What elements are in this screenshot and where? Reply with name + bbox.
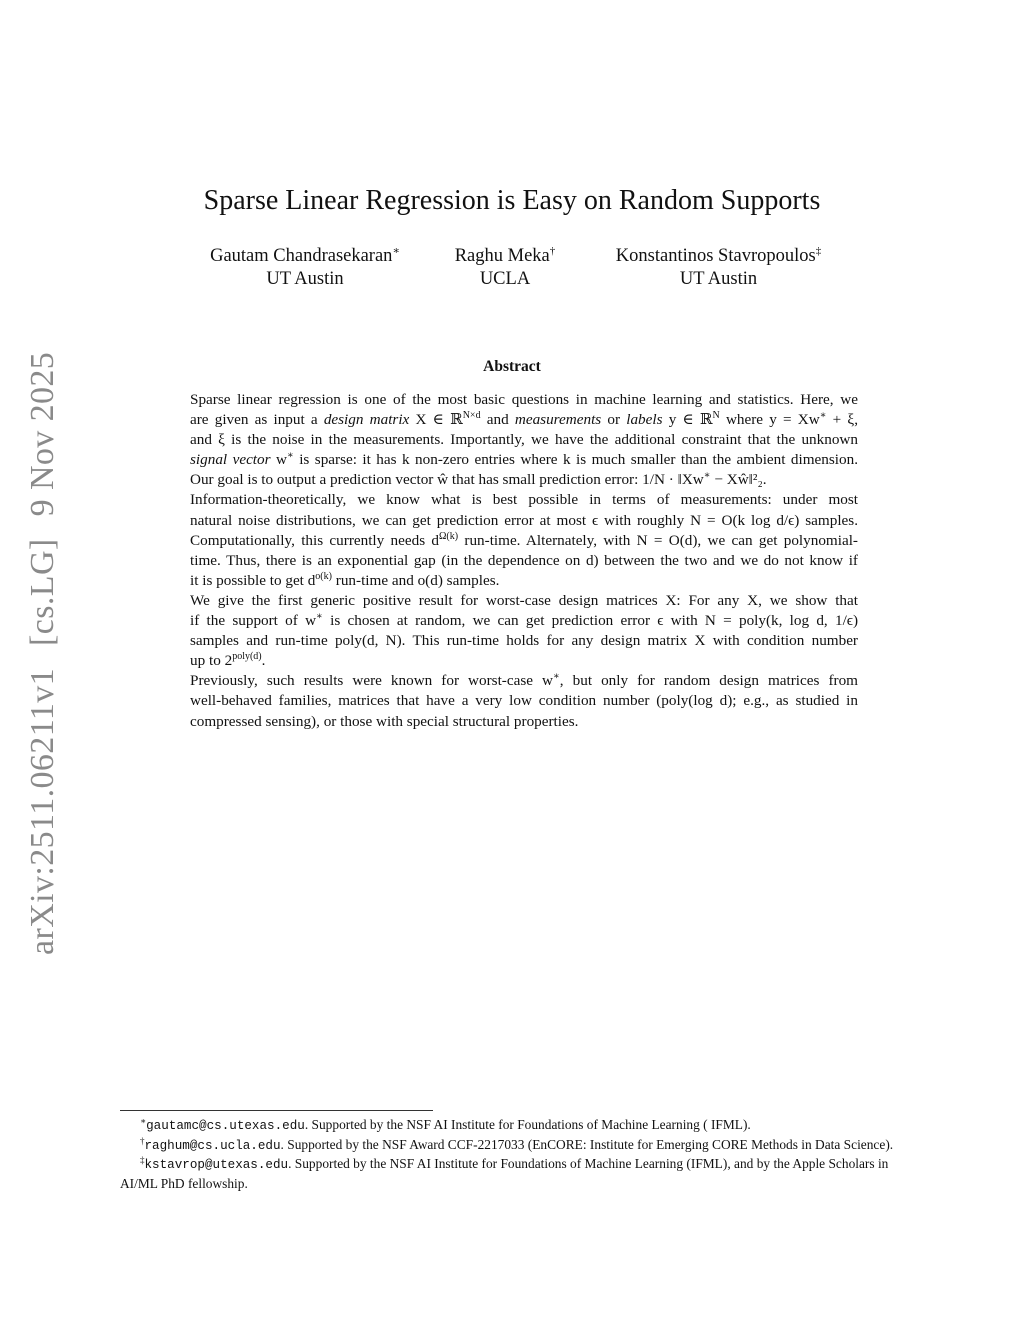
footnote — [120, 1155, 904, 1193]
abstract-line: and ξ is the noise in the measurements. Importantly, we have the additional constraint that the unknown — [190, 431, 858, 449]
abstract-line: if the support of w∗ is chosen at random, we can get prediction error ϵ with N = poly(k, log d, 1/ϵ) — [190, 611, 859, 630]
footnote-mark: † — [140, 1135, 145, 1146]
abstract-heading: Abstract — [483, 358, 541, 375]
abstract-line: up to $2^{poly(d)}$. — [190, 651, 266, 670]
footnote-text: . Supported by the NSF AI Institute for Foundations of Machine Learning ( IFML). — [304, 1117, 751, 1132]
abstract-line: well-behaved families, matrices that have a very low condition number (poly(log d); e.g., as studied in — [190, 692, 858, 710]
arxiv-id: arXiv:2511.06211v1 — [24, 667, 61, 955]
author-footnote-mark: ∗ — [392, 245, 400, 257]
author-footnote-mark: † — [549, 245, 556, 257]
arxiv-date: 9 Nov 2025 — [24, 351, 61, 517]
abstract-paragraph — [166, 591, 858, 671]
author-name: Konstantinos Stavropoulos — [615, 246, 816, 266]
paper-title: Sparse Linear Regression is Easy on Random Supports — [203, 185, 821, 216]
arxiv-category: [cs.LG] — [24, 538, 61, 646]
abstract-body — [166, 390, 858, 732]
author-block — [596, 245, 841, 291]
footnote-text: . Supported by the NSF AI Institute for Foundations of Machine Learning (IFML), and by the Apple Scholars in AI/ML PhD fellowship. — [120, 1156, 889, 1191]
abstract-line: are given as input a design matrix X ∈ ℝ$^{N\times d}$ and measurements or labels y ∈ ℝ$^N$ where y = Xw∗ + ξ, — [190, 410, 858, 429]
abstract-line: it is possible to get $d^{o(k)}$ run-time and o(d) samples. — [190, 570, 500, 589]
footnote-divider — [120, 1110, 433, 1111]
author-footnote-mark: ‡ — [815, 245, 822, 257]
abstract-line: time. Thus, there is an exponential gap (in the dependence on d) between the two and we do not know if — [190, 551, 858, 569]
footnote — [120, 1116, 904, 1136]
abstract-line: Our goal is to output a prediction vector ŵ that has small prediction error: 1/N · ‖Xw∗ − Xŵ‖²₂. — [190, 470, 767, 489]
footnote-email[interactable]: kstavrop@utexas.edu — [144, 1158, 289, 1173]
abstract-line: We give the first generic positive result for worst-case design matrices X: For any X, we show that — [190, 591, 858, 609]
author-block — [440, 245, 570, 291]
abstract-line: signal vector w∗ is sparse: it has k non-zero entries where k is much smaller than the ambient dimension. — [190, 450, 858, 469]
author-name: Raghu Meka — [454, 246, 550, 266]
abstract-paragraph — [166, 671, 858, 731]
author-affiliation: UCLA — [479, 269, 531, 289]
abstract-line: natural noise distributions, we can get prediction error at most ϵ with roughly N = O(k log d/ϵ) samples. — [190, 511, 858, 529]
abstract-paragraph — [166, 490, 858, 590]
abstract-line: compressed sensing), or those with special structural properties. — [190, 712, 579, 730]
footnote-text: . Supported by the NSF Award CCF-2217033 (EnCORE: Institute for Emerging CORE Methods in Data Science). — [280, 1136, 894, 1152]
abstract-paragraph — [166, 390, 858, 490]
abstract-line: samples and run-time poly(d, N). This run-time holds for any design matrix X with condition number — [190, 632, 858, 650]
author-name: Gautam Chandrasekaran — [210, 246, 393, 266]
abstract-line: Computationally, this currently needs $d^{\Omega(k)}$ run-time. Alternately, with N = O(d), we can get polynomial- — [190, 530, 858, 549]
footnote — [120, 1136, 904, 1156]
author-block — [190, 245, 420, 291]
abstract-line: Information-theoretically, we know what is best possible in terms of measurements: under most — [190, 491, 858, 509]
footnotes — [120, 1116, 904, 1193]
author-affiliation: UT Austin — [266, 269, 344, 289]
footnote-email[interactable]: raghum@cs.ucla.edu — [144, 1138, 281, 1153]
footnote-mark: ∗ — [140, 1116, 147, 1126]
arxiv-identifier-stamp — [24, 330, 62, 955]
footnote-mark: ‡ — [140, 1155, 145, 1166]
abstract-line: Sparse linear regression is one of the most basic questions in machine learning and statistics. Here, we — [190, 391, 858, 408]
author-affiliation: UT Austin — [679, 269, 758, 289]
footnote-email[interactable]: gautamc@cs.utexas.edu — [146, 1119, 305, 1133]
abstract-line: Previously, such results were known for worst-case w∗, but only for random design matrices from — [190, 671, 858, 690]
